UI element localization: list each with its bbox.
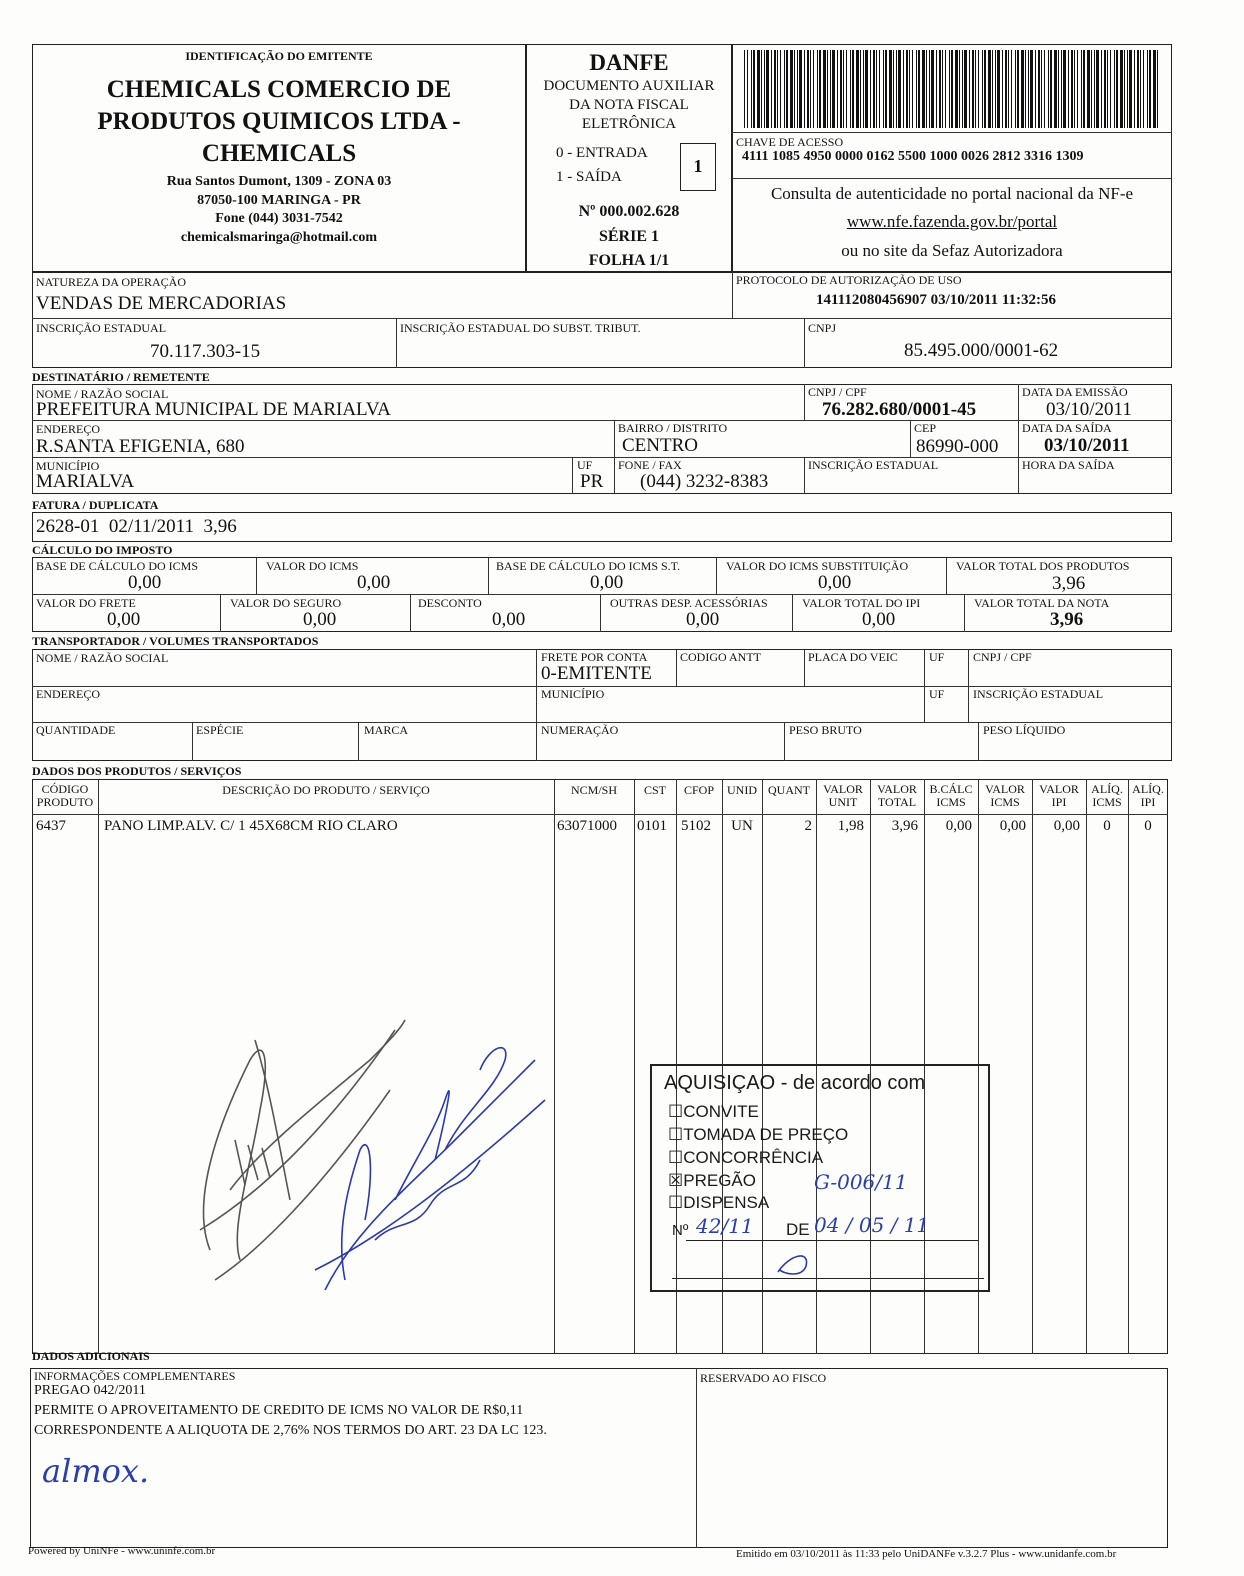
transp-nome-label: NOME / RAZÃO SOCIAL: [36, 651, 169, 665]
bc-icms-label: BASE DE CÁLCULO DO ICMS: [36, 559, 199, 573]
danfe-subtitle3: ELETRÔNICA: [581, 116, 677, 132]
footer-right: Emitido em 03/10/2011 às 11:33 pelo UniDANFe v.3.2.7 Plus - www.unidanfe.com.br: [736, 1548, 1117, 1560]
stamp-title: AQUISIÇAO - de acordo com: [664, 1072, 926, 1094]
fisco-label: RESERVADO AO FISCO: [700, 1371, 827, 1385]
col-vipi-header: VALOR IPI: [1039, 782, 1079, 809]
emitente-section-label: IDENTIFICAÇÃO DO EMITENTE: [185, 49, 373, 63]
stamp-initials: [770, 1244, 820, 1280]
ie-st-label: INSCRIÇÃO ESTADUAL DO SUBST. TRIBUT.: [400, 321, 641, 335]
cell-cst: 0101: [637, 818, 667, 834]
dest-saida-value: 03/10/2011: [1044, 435, 1130, 456]
cell-vunit: 1,98: [837, 818, 864, 834]
barcode-image: [742, 50, 1162, 128]
col-aicms-header: ALÍQ. ICMS: [1091, 782, 1123, 809]
danfe-entrada: 0 - ENTRADA: [556, 145, 648, 161]
transp-peso-bruto-label: PESO BRUTO: [789, 723, 862, 737]
danfe-folha: FOLHA 1/1: [588, 252, 670, 269]
adicionais-box: [30, 1368, 1168, 1548]
dest-endereco-value: R.SANTA EFIGENIA, 680: [36, 436, 245, 457]
outras-value: 0,00: [686, 609, 720, 630]
stamp-opt-tomada: ☐TOMADA DE PREÇO: [668, 1125, 849, 1144]
cell-unid: UN: [731, 818, 753, 834]
dest-municipio-value: MARIALVA: [36, 471, 135, 492]
danfe-numero: Nº 000.002.628: [578, 203, 680, 220]
info-line1: PREGAO 042/2011: [34, 1383, 146, 1398]
cell-cfop: 5102: [681, 818, 711, 834]
dest-hora-label: HORA DA SAÍDA: [1022, 458, 1115, 472]
bc-st-value: 0,00: [590, 572, 624, 593]
danfe-subtitle2: DA NOTA FISCAL: [569, 97, 689, 113]
cell-quant: 2: [804, 818, 812, 834]
chave-value: 4111 1085 4950 0000 0162 5500 1000 0026 2812 3316 1309: [742, 149, 1084, 164]
cell-descricao: PANO LIMP.ALV. C/ 1 45X68CM RIO CLARO: [104, 818, 398, 834]
danfe-tipo-box: 1: [680, 143, 716, 191]
fatura-section: FATURA / DUPLICATA: [32, 498, 159, 512]
dest-bairro-label: BAIRRO / DISTRITO: [618, 421, 728, 435]
transp-placa-label: PLACA DO VEIC: [808, 650, 898, 664]
dest-ie-label: INSCRIÇÃO ESTADUAL: [808, 458, 939, 472]
transp-cnpj-label: CNPJ / CPF: [973, 650, 1032, 664]
cell-vipi: 0,00: [1053, 818, 1080, 834]
col-bcalc-header: B.CÁLC ICMS: [929, 782, 973, 809]
stamp-de-label: DE: [786, 1220, 810, 1239]
desconto-value: 0,00: [492, 609, 526, 630]
emitente-city: 87050-100 MARINGA - PR: [197, 193, 361, 208]
emitente-name-line2: PRODUTOS QUIMICOS LTDA -: [97, 108, 461, 135]
danfe-title: DANFE: [589, 50, 669, 75]
transporte-section: TRANSPORTADOR / VOLUMES TRANSPORTADOS: [32, 634, 319, 648]
desconto-label: DESCONTO: [418, 596, 482, 610]
cell-ncm: 63071000: [557, 818, 617, 834]
cell-vicms: 0,00: [999, 818, 1026, 834]
destinatario-section: DESTINATÁRIO / REMETENTE: [32, 370, 210, 384]
dest-cep-value: 86990-000: [916, 436, 999, 457]
consulta-link[interactable]: www.nfe.fazenda.gov.br/portal: [846, 212, 1058, 231]
dest-nome-value: PREFEITURA MUNICIPAL DE MARIALVA: [36, 399, 391, 420]
dest-bairro-value: CENTRO: [622, 435, 698, 456]
cnpj-emit-value: 85.495.000/0001-62: [904, 340, 1059, 361]
dest-fone-label: FONE / FAX: [618, 458, 682, 472]
danfe-subtitle1: DOCUMENTO AUXILIAR: [543, 78, 715, 94]
dest-cnpj-label: CNPJ / CPF: [808, 385, 867, 399]
natureza-label: NATUREZA DA OPERAÇÃO: [36, 275, 187, 289]
stamp-opt-concorrencia: ☐CONCORRÊNCIA: [668, 1148, 824, 1167]
bc-icms-value: 0,00: [128, 572, 162, 593]
chave-label: CHAVE DE ACESSO: [736, 135, 844, 149]
stamp-num-value: 42/11: [696, 1214, 754, 1238]
col-vunit-header: VALOR UNIT: [823, 782, 863, 809]
info-line2: PERMITE O APROVEITAMENTO DE CREDITO DE ICMS NO VALOR DE R$0,11: [34, 1403, 524, 1418]
stamp-opt-convite: ☐CONVITE: [668, 1102, 759, 1121]
transp-marca-label: MARCA: [364, 723, 409, 737]
emitente-phone: Fone (044) 3031-7542: [215, 211, 343, 226]
frete-value: 0,00: [107, 609, 141, 630]
fatura-value: 2628-01 02/11/2011 3,96: [36, 516, 237, 537]
consulta-line3: ou no site da Sefaz Autorizadora: [841, 241, 1063, 260]
v-icms-value: 0,00: [357, 572, 391, 593]
outras-label: OUTRAS DESP. ACESSÓRIAS: [610, 596, 768, 610]
transp-frete-value: 0-EMITENTE: [541, 663, 652, 684]
cell-codigo: 6437: [36, 818, 66, 834]
frete-label: VALOR DO FRETE: [36, 596, 136, 610]
bc-st-label: BASE DE CÁLCULO DO ICMS S.T.: [496, 559, 681, 573]
transp-uf-label: UF: [929, 650, 945, 664]
signature-blue: [295, 1030, 555, 1310]
transp-numeracao-label: NUMERAÇÃO: [541, 723, 619, 737]
adicionais-section: DADOS ADICIONAIS: [32, 1349, 150, 1363]
dest-cnpj-value: 76.282.680/0001-45: [822, 399, 977, 420]
transp-endereco-label: ENDEREÇO: [36, 687, 100, 701]
transp-uf2-label: UF: [929, 687, 945, 701]
col-quant-header: QUANT: [768, 783, 810, 797]
protocolo-label: PROTOCOLO DE AUTORIZAÇÃO DE USO: [736, 273, 962, 287]
v-prod-value: 3,96: [1052, 573, 1086, 594]
emitente-name-line3: CHEMICALS: [201, 140, 357, 167]
cell-aipi: 0: [1144, 818, 1152, 834]
v-st-value: 0,00: [818, 572, 852, 593]
dest-emissao-label: DATA DA EMISSÃO: [1022, 385, 1128, 399]
cell-bcalc: 0,00: [945, 818, 972, 834]
cnpj-emit-label: CNPJ: [808, 321, 837, 335]
stamp-date-value: 04 / 05 / 11: [814, 1213, 930, 1237]
col-codigo-header: CÓDIGO PRODUTO: [36, 782, 94, 809]
dest-nome-label: NOME / RAZÃO SOCIAL: [36, 387, 169, 401]
col-ncm-header: NCM/SH: [570, 783, 617, 797]
info-line3: CORRESPONDENTE A ALIQUOTA DE 2,76% NOS TERMOS DO ART. 23 DA LC 123.: [34, 1423, 547, 1438]
stamp-num-label: Nº: [672, 1222, 689, 1239]
transp-municipio-label: MUNICÍPIO: [541, 687, 605, 701]
protocolo-value: 141112080456907 03/10/2011 11:32:56: [816, 292, 1057, 308]
dest-saida-label: DATA DA SAÍDA: [1022, 421, 1112, 435]
col-unid-header: UNID: [727, 783, 757, 797]
natureza-value: VENDAS DE MERCADORIAS: [36, 293, 287, 314]
stamp-opt-pregao: ☒PREGÃO: [668, 1171, 756, 1190]
col-aipi-header: ALÍQ. IPI: [1132, 782, 1164, 809]
dest-uf-label: UF: [577, 458, 593, 472]
transp-quantidade-label: QUANTIDADE: [36, 723, 116, 737]
consulta-line1: Consulta de autenticidade no portal nacional da NF-e: [770, 184, 1134, 203]
transp-antt-label: CODIGO ANTT: [680, 650, 761, 664]
danfe-saida: 1 - SAÍDA: [556, 169, 622, 185]
produtos-section: DADOS DOS PRODUTOS / SERVIÇOS: [32, 764, 242, 778]
nota-label: VALOR TOTAL DA NOTA: [974, 596, 1110, 610]
seguro-label: VALOR DO SEGURO: [230, 596, 342, 610]
emitente-address: Rua Santos Dumont, 1309 - ZONA 03: [166, 174, 392, 189]
info-comp-label: INFORMAÇÕES COMPLEMENTARES: [34, 1369, 236, 1383]
col-cst-header: CST: [643, 783, 666, 797]
transp-peso-liquido-label: PESO LÍQUIDO: [983, 723, 1066, 737]
col-descricao-header: DESCRIÇÃO DO PRODUTO / SERVIÇO: [222, 783, 430, 797]
dest-emissao-value: 03/10/2011: [1046, 399, 1132, 420]
col-vtotal-header: VALOR TOTAL: [877, 782, 917, 809]
nota-value: 3,96: [1050, 609, 1084, 630]
cell-aicms: 0: [1103, 818, 1111, 834]
ipi-value: 0,00: [862, 609, 896, 630]
col-cfop-header: CFOP: [683, 783, 715, 797]
transp-frete-label: FRETE POR CONTA: [541, 650, 648, 664]
stamp-pregao-number: G-006/11: [814, 1170, 908, 1194]
seguro-value: 0,00: [303, 609, 337, 630]
transp-especie-label: ESPÉCIE: [196, 723, 244, 737]
footer-left: Powered by UniNFe - www.uninfe.com.br: [28, 1545, 216, 1557]
ie-label: INSCRIÇÃO ESTADUAL: [36, 321, 167, 335]
dest-cep-label: CEP: [914, 421, 937, 435]
stamp-opt-dispensa: ☐DISPENSA: [668, 1193, 770, 1212]
dest-municipio-label: MUNICÍPIO: [36, 459, 100, 473]
col-vicms-header: VALOR ICMS: [985, 782, 1025, 809]
v-prod-label: VALOR TOTAL DOS PRODUTOS: [956, 559, 1130, 573]
dest-fone-value: (044) 3232-8383: [640, 471, 769, 492]
emitente-email: chemicalsmaringa@hotmail.com: [180, 230, 378, 245]
imposto-section: CÁLCULO DO IMPOSTO: [32, 543, 173, 557]
ie-value: 70.117.303-15: [150, 341, 261, 362]
handwritten-almox: almox.: [42, 1452, 150, 1490]
v-icms-label: VALOR DO ICMS: [266, 559, 359, 573]
dest-uf-value: PR: [580, 471, 604, 492]
transp-ie-label: INSCRIÇÃO ESTADUAL: [973, 687, 1104, 701]
danfe-serie: SÉRIE 1: [598, 228, 660, 245]
v-st-label: VALOR DO ICMS SUBSTITUIÇÃO: [726, 559, 909, 573]
cell-vtotal: 3,96: [891, 818, 918, 834]
emitente-name-line1: CHEMICALS COMERCIO DE: [106, 76, 452, 103]
dest-endereco-label: ENDEREÇO: [36, 422, 100, 436]
ipi-label: VALOR TOTAL DO IPI: [802, 596, 921, 610]
